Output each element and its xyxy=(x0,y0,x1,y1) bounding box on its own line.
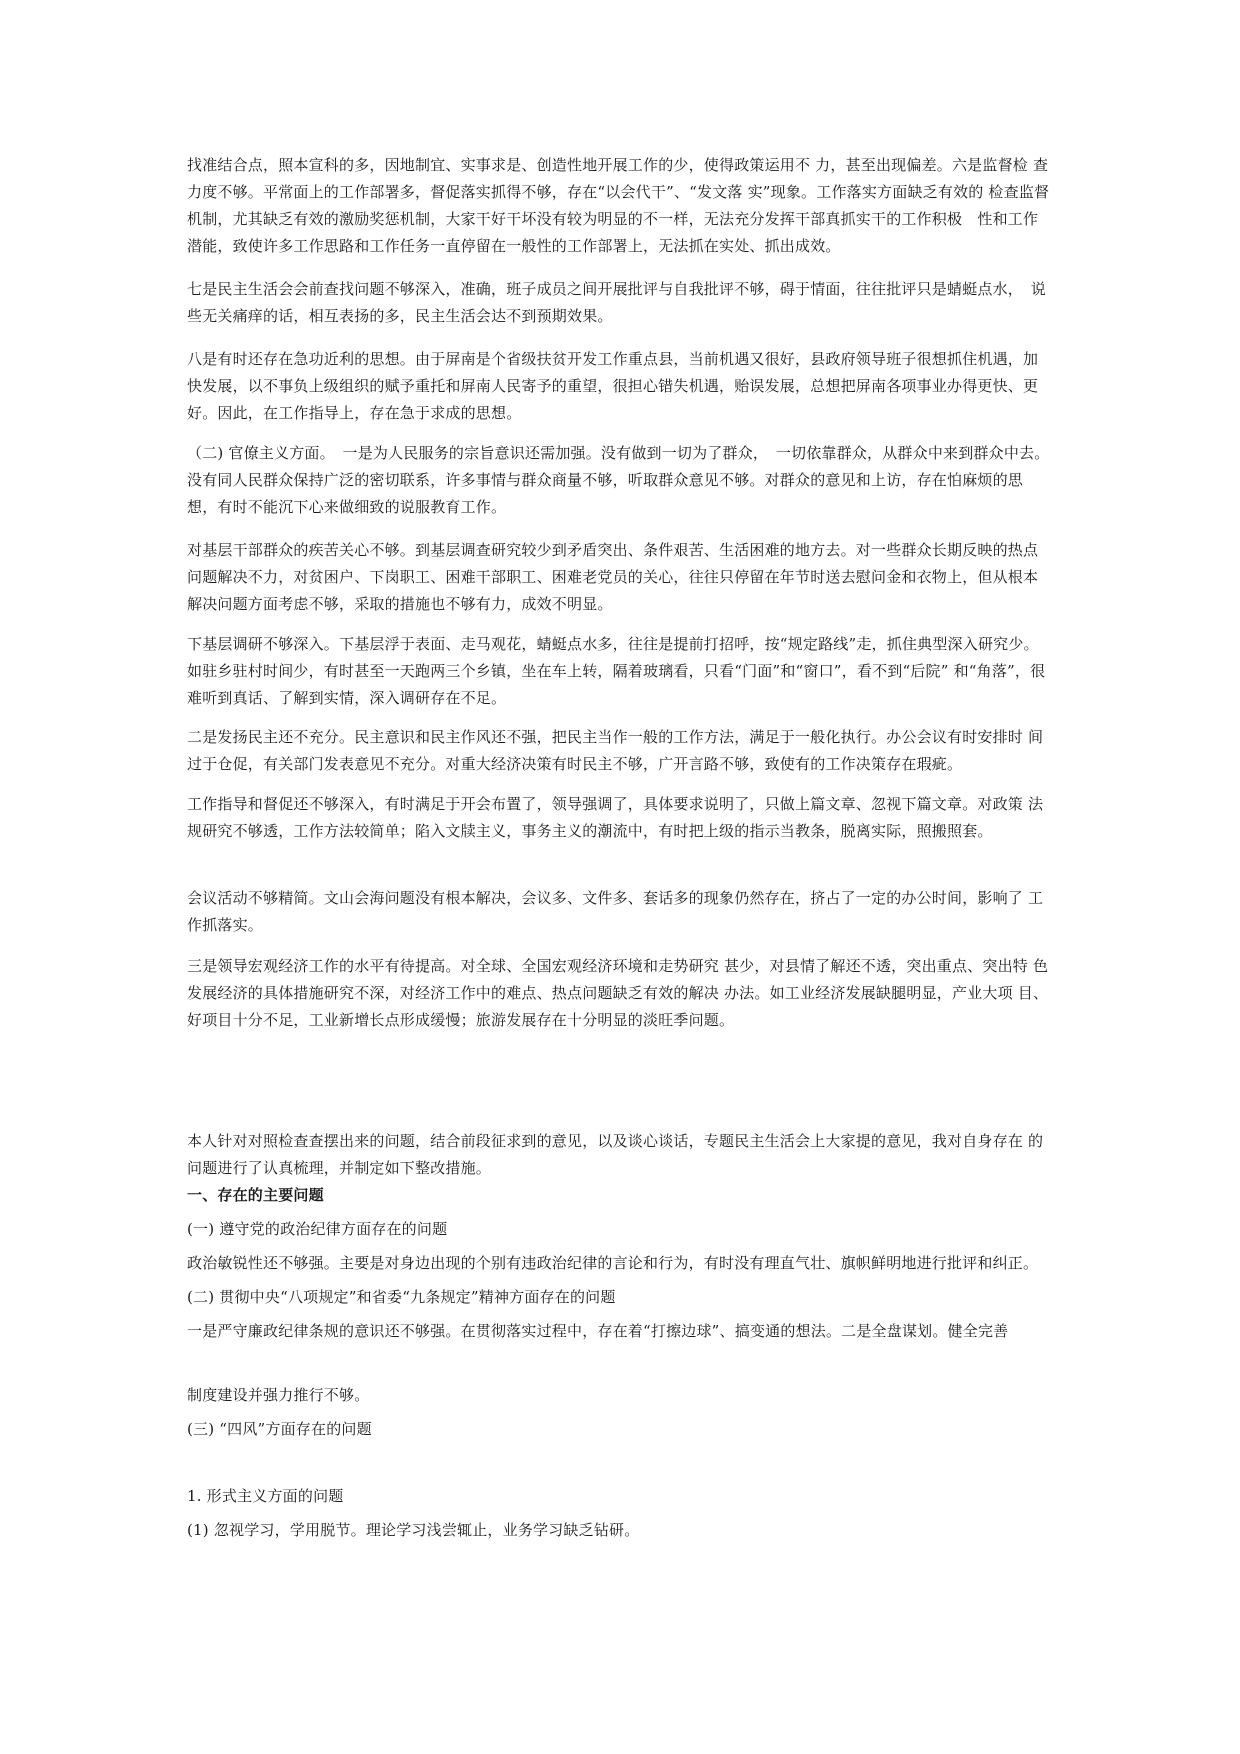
subheading-eight-rules xyxy=(187,1284,1053,1311)
paragraph-grassroots-research xyxy=(187,631,1053,712)
paragraph-text: 七是民主生活会会前查找问题不够深入，准确，班子成员之间开展批评与自我批评不够，碍于情面，往往批评只是蜻蜓点水， 说些无关痛痒的话，相互表扬的多，民主生活会达不到预期效果。 xyxy=(187,280,1046,325)
paragraph-text: 下基层调研不够深入。下基层浮于表面、走马观花，蜻蜓点水多，往往是提前打招呼，按“规定路线”走，抓住典型深入研究少。如驻乡驻村时间少，有时甚至一天跑两三个乡镇，坐在车上转，隔着玻璃看，只看“门面”和“窗口”，看不到“后院” 和“角落”，很难听到真话、了解到实情，深入调研存在不足。 xyxy=(187,635,1046,707)
paragraph-text: (1) 忽视学习，学用脱节。理论学习浅尝辄止，业务学习缺乏钻研。 xyxy=(187,1521,640,1539)
subheading-text: 1. 形式主义方面的问题 xyxy=(187,1487,344,1505)
paragraph-democratic-life-meeting xyxy=(187,276,1053,330)
subheading-four-winds xyxy=(187,1416,1053,1443)
paragraph-text: 找准结合点，照本宣科的多，因地制宜、实事求是、创造性地开展工作的少，使得政策运用不 力，甚至出现偏差。六是监督检 查力度不够。平常面上的工作部署多，督促落实抓得不够，存在“以会代干”、“发文落 实”现象。工作落实方面缺乏有效的 检查监督机制，尤其缺乏有效的激励奖惩机制，大家干好干坏没有较为明显的不一样，无法充分发挥干部真抓实干的工作积极 性和工作潜能，致使许多工作思路和工作任务一直停留在一般性的工作部署上，无法抓在实处、抓出成效。 xyxy=(187,156,1050,255)
section-heading xyxy=(187,1182,1053,1209)
paragraph-grassroots-concern xyxy=(187,537,1053,618)
paragraph-integrity xyxy=(187,1318,1053,1345)
paragraph-democracy xyxy=(187,724,1053,778)
paragraph-work-guidance xyxy=(187,791,1053,845)
paragraph-macro-economy xyxy=(187,953,1053,1034)
paragraph-text: 对基层干部群众的疾苦关心不够。到基层调查研究较少到矛盾突出、条件艰苦、生活困难的地方去。对一些群众长期反映的热点问题解决不力，对贫困户、下岗职工、困难干部职工、困难老党员的关心，往往只停留在年节时送去慰问金和衣物上，但从根本解决问题方面考虑不够，采取的措施也不够有力，成效不明显。 xyxy=(187,541,1039,613)
paragraph-text: 二是发扬民主还不充分。民主意识和民主作风还不强，把民主当作一般的工作方法，满足于一般化执行。办公会议有时安排时 间过于仓促，有关部门发表意见不充分。对重大经济决策有时民主不够，广开言路不够，致使有的工作决策存在瑕疵。 xyxy=(187,728,1044,773)
paragraph-supervision xyxy=(187,152,1053,260)
subheading-text: (二) 贯彻中央“八项规定”和省委“九条规定”精神方面存在的问题 xyxy=(187,1288,616,1306)
subheading-political-discipline xyxy=(187,1216,1053,1243)
paragraph-system-building xyxy=(187,1382,1053,1409)
paragraph-text: 三是领导宏观经济工作的水平有待提高。对全球、全国宏观经济环境和走势研究 甚少，对县情了解还不透，突出重点、突出特 色发展经济的具体措施研究不深，对经济工作中的难点、热点问题缺乏有效的解决 办法。如工业经济发展缺腿明显，产业大项 目、好项目十分不足，工业新增长点形成缓慢；旅游发展存在十分明显的淡旺季问题。 xyxy=(187,957,1049,1029)
paragraph-meetings xyxy=(187,885,1053,939)
paragraph-text: 工作指导和督促还不够深入，有时满足于开会布置了，领导强调了，具体要求说明了，只做上篇文章、忽视下篇文章。对政策 法规研究不够透，工作方法较简单；陷入文牍主义，事务主义的潮流中，有时把上级的指示当教条，脱离实际，照搬照套。 xyxy=(187,795,1044,840)
paragraph-political-sensitivity xyxy=(187,1250,1053,1277)
paragraph-study xyxy=(187,1517,1053,1544)
paragraph-eager-success xyxy=(187,346,1053,427)
paragraph-text: 八是有时还存在急功近利的思想。由于屏南是个省级扶贫开发工作重点县，当前机遇又很好，县政府领导班子很想抓住机遇，加快发展，以不事负上级组织的赋予重托和屏南人民寄予的重望，很担心错失机遇，贻误发展，总想把屏南各项事业办得更快、更好。因此，在工作指导上，存在急于求成的思想。 xyxy=(187,350,1039,422)
paragraph-text: 会议活动不够精简。文山会海问题没有根本解决，会议多、文件多、套话多的现象仍然存在，挤占了一定的办公时间，影响了 工作抓落实。 xyxy=(187,889,1044,934)
subheading-text: (三) “四风”方面存在的问题 xyxy=(187,1420,372,1438)
paragraph-text: 一是严守廉政纪律条规的意识还不够强。在贯彻落实过程中，存在着“打擦边球”、搞变通的想法。二是全盘谋划。健全完善 xyxy=(187,1322,1009,1340)
subheading-text: (一) 遵守党的政治纪律方面存在的问题 xyxy=(187,1220,448,1238)
heading-text: 一、存在的主要问题 xyxy=(187,1186,324,1204)
paragraph-bureaucratism xyxy=(187,440,1053,521)
subheading-formalism xyxy=(187,1483,1053,1510)
paragraph-text: 政治敏锐性还不够强。主要是对身边出现的个别有违政治纪律的言论和行为，有时没有理直气壮、旗帜鲜明地进行批评和纠正。 xyxy=(187,1254,1039,1272)
paragraph-text: 本人针对对照检查查摆出来的问题，结合前段征求到的意见，以及谈心谈话，专题民主生活会上大家提的意见，我对自身存在 的问题进行了认真梳理，并制定如下整改措施。 xyxy=(187,1132,1044,1177)
paragraph-text: （二) 官僚主义方面。 一是为人民服务的宗旨意识还需加强。没有做到一切为了群众， 一切依靠群众，从群众中来到群众中去。 没有同人民群众保持广泛的密切联系，许多事情与群众商量不够，听取群众意见不够。对群众的意见和上访，存在怕麻烦的思 想，有时不能沉下心来做细致的说服教育工作。 xyxy=(187,444,1050,516)
paragraph-text: 制度建设并强力推行不够。 xyxy=(187,1386,370,1404)
paragraph-intro xyxy=(187,1128,1053,1182)
